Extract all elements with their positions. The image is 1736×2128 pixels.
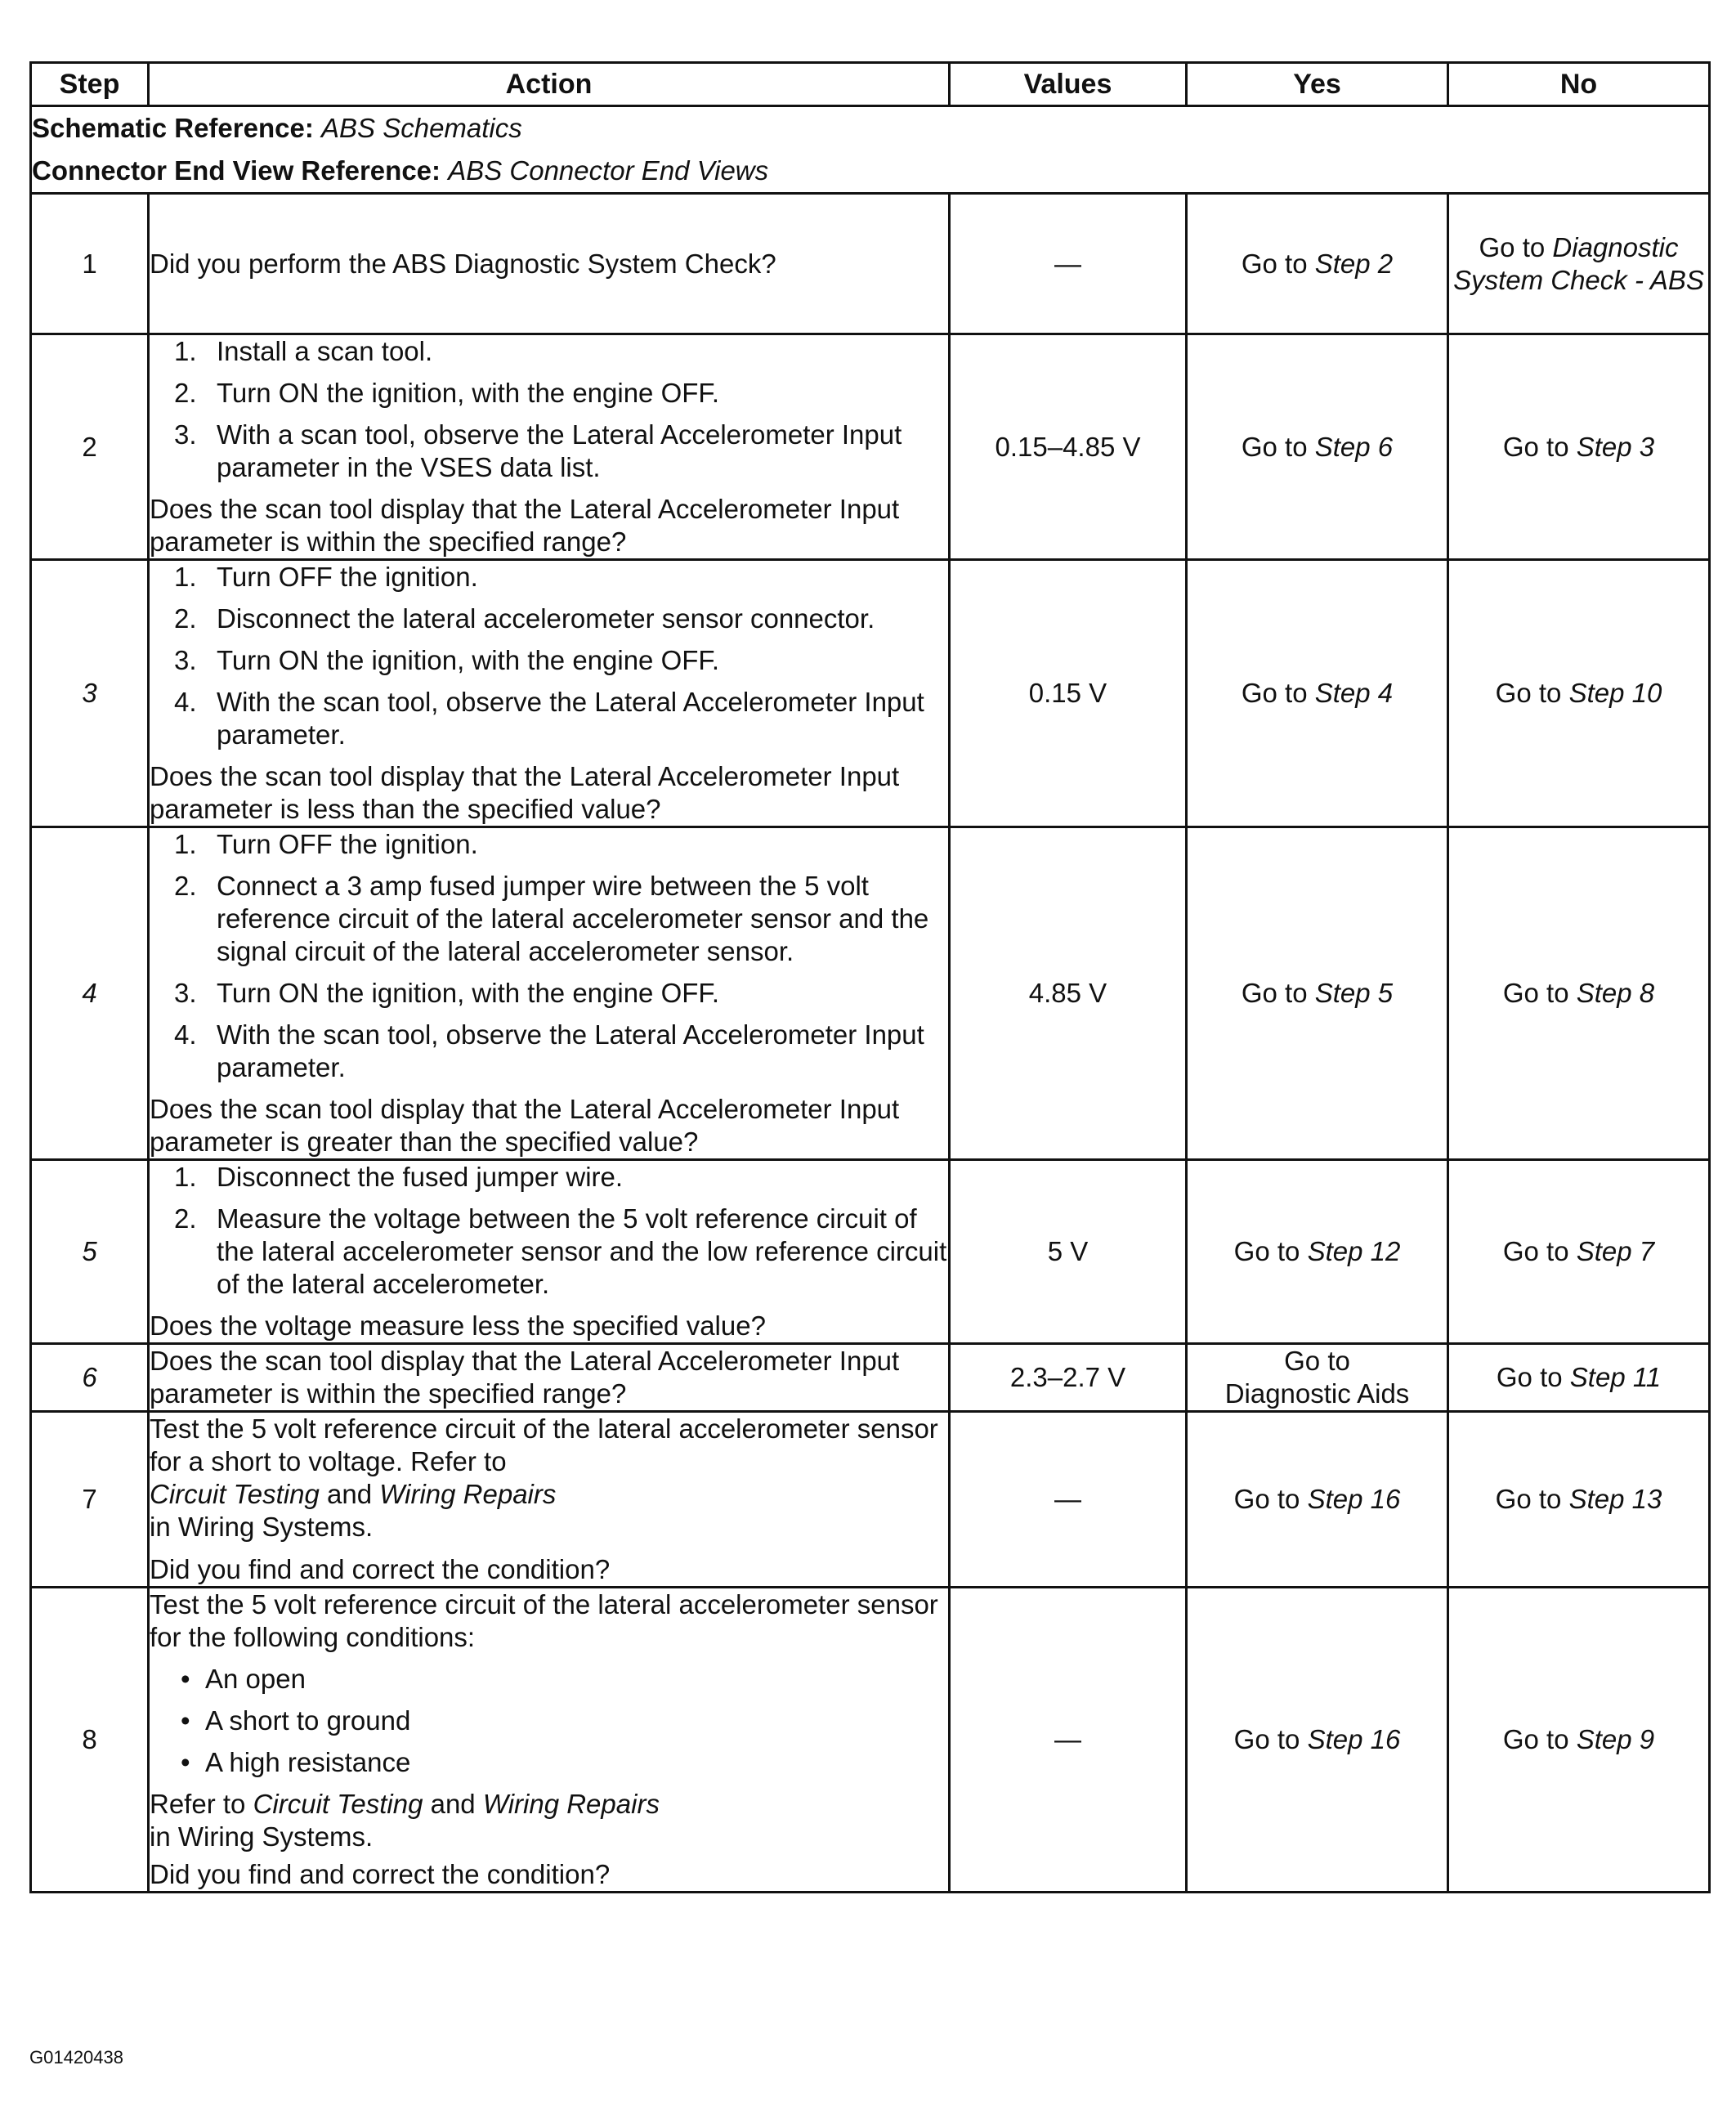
header-yes: Yes [1187, 63, 1448, 106]
no-cell [1448, 334, 1710, 560]
values-dash: — [1054, 248, 1081, 279]
step-number: 7 [31, 1412, 149, 1588]
circuit-testing-link[interactable]: Circuit Testing [253, 1789, 423, 1819]
values-cell: 4.85 V [950, 827, 1187, 1160]
header-row [31, 63, 1710, 106]
yes-cell [1187, 1160, 1448, 1344]
values-cell: — [950, 1588, 1187, 1893]
action-step-item: 4. With the scan tool, observe the Lateral Accelerometer Input parameter. [174, 687, 924, 750]
table-row-step-3 [31, 560, 1710, 827]
action-step-item: 2. Turn ON the ignition, with the engine OFF. [174, 378, 720, 408]
reference-cell [31, 106, 1710, 194]
action-step-item: 3. Turn ON the ignition, with the engine OFF. [174, 645, 720, 675]
values-cell: 0.15 V [950, 560, 1187, 827]
figure-id: G01420438 [29, 2047, 123, 2068]
no-prefix: Go to [1502, 978, 1577, 1008]
no-link[interactable]: Step 11 [1569, 1362, 1662, 1392]
diagnostic-table-sheet [29, 61, 1708, 1893]
step-number: 1 [31, 194, 149, 334]
header-action: Action [149, 63, 950, 106]
yes-cell [1187, 1344, 1448, 1412]
action-step-item: 1. Turn OFF the ignition. [174, 829, 478, 859]
yes-prefix: Go to [1233, 1236, 1308, 1266]
step-number: 8 [31, 1588, 149, 1893]
no-prefix: Go to [1502, 431, 1577, 462]
yes-link[interactable]: Step 5 [1314, 978, 1394, 1008]
action-cell [149, 1344, 950, 1412]
yes-cell [1187, 560, 1448, 827]
no-cell [1448, 1412, 1710, 1588]
no-cell [1448, 1344, 1710, 1412]
step-number: 6 [31, 1344, 149, 1412]
action-step-item: 2. Disconnect the lateral accelerometer sensor connector. [174, 603, 875, 634]
yes-link[interactable]: Step 16 [1307, 1724, 1401, 1754]
table-row-step-1 [31, 194, 1710, 334]
yes-link[interactable]: Diagnostic Aids [1224, 1378, 1410, 1409]
connector-reference-link[interactable]: ABS Connector End Views [448, 155, 769, 186]
yes-link[interactable]: Step 4 [1314, 678, 1394, 708]
yes-cell [1187, 827, 1448, 1160]
yes-link[interactable]: Step 16 [1307, 1484, 1401, 1514]
yes-link[interactable]: Step 12 [1307, 1236, 1401, 1266]
action-question: Does the scan tool display that the Lateral Accelerometer Input parameter is within the specified range? [150, 1346, 900, 1409]
action-steps [150, 828, 948, 1084]
action-steps [150, 1161, 948, 1301]
list-item: • An open [181, 1664, 306, 1694]
no-cell [1448, 827, 1710, 1160]
connector-reference [32, 150, 1708, 192]
values-cell: 0.15–4.85 V [950, 334, 1187, 560]
condition-list [150, 1663, 948, 1779]
no-prefix: Go to [1502, 1236, 1577, 1266]
action-text: Test the 5 volt reference circuit of the lateral accelerometer sensor for a short to voltage. Refer to Circuit Testing and Wiring Repairs in Wiring Systems. [150, 1413, 938, 1542]
action-cell [149, 1160, 950, 1344]
action-step-item: 1. Turn OFF the ignition. [174, 562, 478, 592]
yes-cell [1187, 334, 1448, 560]
action-step-item: 1. Install a scan tool. [174, 336, 433, 366]
action-cell [149, 1588, 950, 1893]
no-prefix: Go to [1479, 231, 1553, 262]
schematic-reference-link[interactable]: ABS Schematics [321, 113, 522, 143]
no-link[interactable]: Step 3 [1576, 431, 1655, 462]
no-link[interactable]: Step 10 [1568, 678, 1662, 708]
action-question: Does the scan tool display that the Lateral Accelerometer Input parameter is within the specified range? [150, 494, 900, 557]
yes-prefix: Go to [1233, 1724, 1308, 1754]
no-prefix: Go to [1502, 1724, 1577, 1754]
yes-prefix: Go to [1241, 678, 1315, 708]
action-question: Did you find and correct the condition? [150, 1554, 611, 1584]
action-cell [149, 1412, 950, 1588]
table-row-step-5 [31, 1160, 1710, 1344]
no-link[interactable]: Step 7 [1576, 1236, 1655, 1266]
step-number: 2 [31, 334, 149, 560]
no-prefix: Go to [1495, 1484, 1569, 1514]
action-cell [149, 827, 950, 1160]
table-row-step-6 [31, 1344, 1710, 1412]
wiring-repairs-link[interactable]: Wiring Repairs [482, 1789, 660, 1819]
list-item: • A high resistance [181, 1747, 411, 1777]
action-step-item: 3. With a scan tool, observe the Lateral Accelerometer Input parameter in the VSES data list. [174, 419, 902, 482]
header-no: No [1448, 63, 1710, 106]
table-row-step-7 [31, 1412, 1710, 1588]
action-step-item: 3. Turn ON the ignition, with the engine OFF. [174, 978, 720, 1008]
action-steps [150, 335, 948, 484]
yes-link[interactable]: Step 2 [1314, 248, 1394, 279]
header-step: Step [31, 63, 149, 106]
no-link[interactable]: Diagnostic System Check - ABS [1453, 231, 1704, 295]
refer-text: Refer to Circuit Testing and Wiring Repairs in Wiring Systems. [150, 1789, 660, 1852]
action-question: Did you perform the ABS Diagnostic System Check? [150, 248, 776, 279]
action-steps [150, 561, 948, 751]
no-cell [1448, 194, 1710, 334]
header-values: Values [950, 63, 1187, 106]
action-question: Does the scan tool display that the Lateral Accelerometer Input parameter is less than the specified value? [150, 761, 900, 824]
action-step-item: 2. Connect a 3 amp fused jumper wire between the 5 volt reference circuit of the lateral accelerometer sensor and the signal circuit of the lateral accelerometer sensor. [174, 871, 929, 966]
table-row-step-8 [31, 1588, 1710, 1893]
action-cell [149, 334, 950, 560]
step-number: 3 [31, 560, 149, 827]
action-cell [149, 560, 950, 827]
yes-cell [1187, 1588, 1448, 1893]
step-number: 5 [31, 1160, 149, 1344]
action-step-item: 1. Disconnect the fused jumper wire. [174, 1162, 624, 1192]
circuit-testing-link[interactable]: Circuit Testing [150, 1479, 320, 1509]
action-question: Does the voltage measure less the specified value? [150, 1310, 766, 1341]
table-row-step-4 [31, 827, 1710, 1160]
action-question: Did you find and correct the condition? [150, 1859, 611, 1889]
yes-prefix: Go to [1241, 978, 1315, 1008]
list-item: • A short to ground [181, 1705, 411, 1736]
action-cell [149, 194, 950, 334]
values-cell: — [950, 1412, 1187, 1588]
step-number: 4 [31, 827, 149, 1160]
diagnostic-table [29, 61, 1711, 1893]
values-cell [950, 194, 1187, 334]
connector-reference-label: Connector End View Reference: [32, 155, 441, 186]
schematic-reference-label: Schematic Reference: [32, 113, 314, 143]
yes-prefix: Go to [1241, 248, 1315, 279]
reference-row [31, 106, 1710, 194]
yes-link[interactable]: Step 6 [1314, 431, 1394, 462]
no-link[interactable]: Step 9 [1576, 1724, 1655, 1754]
no-prefix: Go to [1495, 678, 1569, 708]
wiring-repairs-link[interactable]: Wiring Repairs [379, 1479, 557, 1509]
yes-prefix: Go to [1233, 1484, 1308, 1514]
no-cell [1448, 1160, 1710, 1344]
values-cell: 5 V [950, 1160, 1187, 1344]
yes-cell [1187, 194, 1448, 334]
no-link[interactable]: Step 13 [1568, 1484, 1662, 1514]
action-text: Test the 5 volt reference circuit of the lateral accelerometer sensor for the following conditions: [150, 1589, 938, 1652]
action-step-item: 4. With the scan tool, observe the Lateral Accelerometer Input parameter. [174, 1019, 924, 1082]
schematic-reference [32, 107, 1708, 150]
yes-prefix: Go to [1241, 431, 1315, 462]
action-step-item: 2. Measure the voltage between the 5 volt reference circuit of the lateral accelerometer sensor and the low reference circuit of the lateral accelerometer. [174, 1203, 947, 1299]
no-cell [1448, 1588, 1710, 1893]
table-row-step-2 [31, 334, 1710, 560]
values-cell: 2.3–2.7 V [950, 1344, 1187, 1412]
action-question: Does the scan tool display that the Lateral Accelerometer Input parameter is greater than the specified value? [150, 1094, 900, 1157]
no-prefix: Go to [1496, 1362, 1570, 1392]
no-link[interactable]: Step 8 [1576, 978, 1655, 1008]
no-cell [1448, 560, 1710, 827]
yes-prefix: Go to [1284, 1346, 1350, 1376]
yes-cell [1187, 1412, 1448, 1588]
